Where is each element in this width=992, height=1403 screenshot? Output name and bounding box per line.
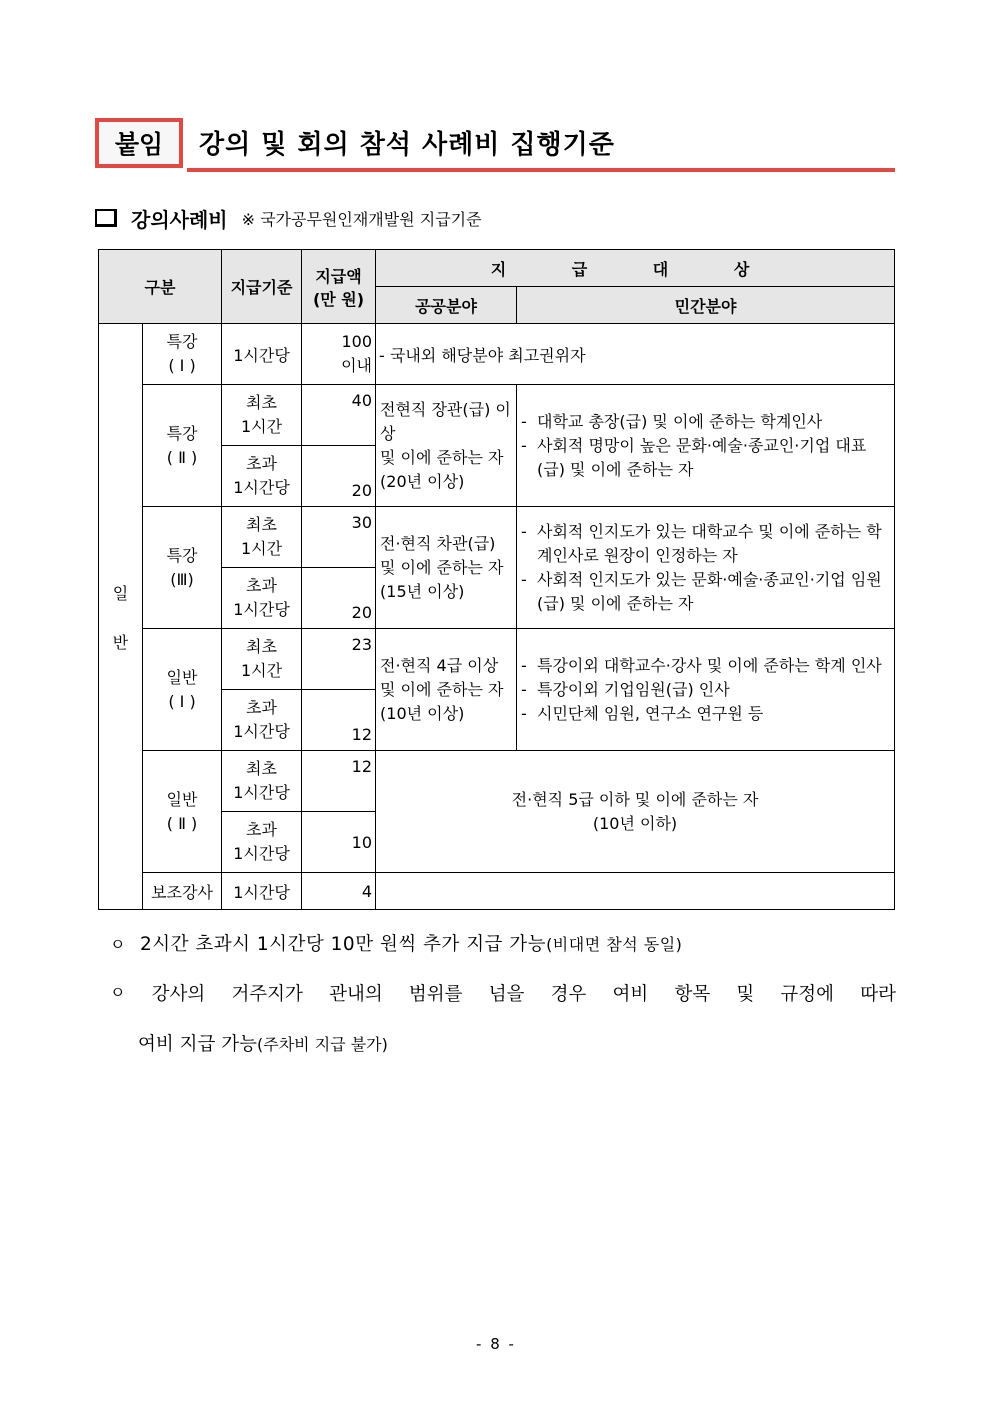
note-2-word: 규정에	[780, 984, 835, 1005]
list-item: - 사회적 명망이 높은 문화·예술·종교인·기업 대표(급) 및 이에 준하는 자	[517, 434, 894, 482]
attachment-badge: 붙임	[95, 118, 183, 168]
assistant-basis: 1시간당	[222, 873, 302, 910]
general1-public: 전·현직 4급 이상 및 이에 준하는 자 (10년 이상)	[376, 629, 517, 751]
table-row	[99, 324, 895, 385]
special3-extra-amount: 20	[302, 568, 376, 629]
general2-extra-basis: 초과 1시간당	[222, 812, 302, 873]
group-label-line2: 반	[112, 632, 129, 652]
general1-private	[517, 629, 895, 751]
special3-public: 전·현직 차관(급) 및 이에 준하는 자 (15년 이상)	[376, 507, 517, 629]
note-1-main: 2시간 초과시 1시간당 10만 원씩 추가 지급 가능	[140, 934, 547, 955]
note-2-word: 항목	[674, 984, 711, 1005]
general1-extra-basis: 초과 1시간당	[222, 690, 302, 751]
general2-target: 전·현직 5급 이하 및 이에 준하는 자 (10년 이하)	[376, 751, 895, 873]
note-2-word: 따라	[860, 984, 896, 1005]
group-label-general	[99, 324, 143, 910]
list-item: - 시민단체 임원, 연구소 연구원 등	[517, 702, 894, 726]
list-item: - 사회적 인지도가 있는 대학교수 및 이에 준하는 학계인사로 원장이 인정하는 자	[517, 520, 894, 568]
list-item: - 특강이외 대학교수·강사 및 이에 준하는 학계 인사	[517, 654, 894, 678]
general1-first-basis: 최초 1시간	[222, 629, 302, 690]
special3-first-amount: 30	[302, 507, 376, 568]
general2-name: 일반 ( Ⅱ )	[143, 751, 222, 873]
note-2	[110, 980, 896, 1056]
section-header	[95, 203, 482, 233]
bullet-icon: ㅇ	[110, 935, 126, 954]
note-2-word: 거주지가	[231, 984, 303, 1005]
table-row	[99, 385, 895, 446]
header-amount-line2: (만 원)	[312, 289, 365, 309]
fee-table	[98, 249, 895, 910]
special3-first-basis: 최초 1시간	[222, 507, 302, 568]
special2-name: 특강 ( Ⅱ )	[143, 385, 222, 507]
special3-name: 특강 (Ⅲ)	[143, 507, 222, 629]
header-private: 민간분야	[517, 287, 895, 324]
note-2-word: 강사의	[151, 984, 206, 1005]
special3-private	[517, 507, 895, 629]
special2-extra-basis: 초과 1시간당	[222, 446, 302, 507]
special2-first-basis: 최초 1시간	[222, 385, 302, 446]
header-basis: 지급기준	[222, 250, 302, 324]
note-2-word: 넘을	[488, 984, 525, 1005]
general2-first-amount: 12	[302, 751, 376, 812]
note-2-line2-main: 여비 지급 가능	[138, 1034, 257, 1055]
section-title: 강의사례비	[131, 207, 228, 232]
general2-first-basis: 최초 1시간당	[222, 751, 302, 812]
special2-extra-amount: 20	[302, 446, 376, 507]
note-2-word: 여비	[612, 984, 649, 1005]
header-category: 구분	[99, 250, 222, 324]
header-target-label: 지 급 대 상	[490, 259, 780, 279]
note-2-word: 및	[736, 984, 755, 1005]
general1-first-amount: 23	[302, 629, 376, 690]
table-row	[99, 507, 895, 568]
table-row	[99, 629, 895, 690]
general1-extra-amount: 12	[302, 690, 376, 751]
title-underline	[187, 168, 895, 172]
table-row	[99, 873, 895, 910]
note-2-word: 범위를	[408, 984, 463, 1005]
page-number: - 8 -	[476, 1335, 516, 1353]
special1-name: 특강 ( I )	[143, 324, 222, 385]
general1-name: 일반 ( I )	[143, 629, 222, 751]
special1-amount: 100 이내	[302, 324, 376, 385]
bullet-icon: ㅇ	[110, 983, 126, 1002]
page-title: 강의 및 회의 참석 사례비 집행기준	[199, 130, 615, 160]
assistant-amount: 4	[302, 873, 376, 910]
header-amount	[302, 250, 376, 324]
list-item: - 사회적 인지도가 있는 문화·예술·종교인·기업 임원(급) 및 이에 준하는 자	[517, 568, 894, 616]
note-2-line2-small: (주차비 지급 불가)	[257, 1035, 388, 1054]
special2-first-amount: 40	[302, 385, 376, 446]
special1-target: - 국내외 해당분야 최고권위자	[376, 324, 895, 385]
header-public: 공공분야	[376, 287, 517, 324]
special3-extra-basis: 초과 1시간당	[222, 568, 302, 629]
group-label-line1: 일	[112, 583, 129, 603]
special2-public: 전현직 장관(급) 이상 및 이에 준하는 자 (20년 이상)	[376, 385, 517, 507]
list-item: - 대학교 총장(급) 및 이에 준하는 학계인사	[517, 410, 894, 434]
header-amount-line1: 지급액	[315, 266, 362, 286]
special2-private	[517, 385, 895, 507]
assistant-name: 보조강사	[143, 873, 222, 910]
header-target	[376, 250, 895, 287]
note-1-small: (비대면 참석 동일)	[546, 935, 683, 954]
note-2-word: 경우	[550, 984, 587, 1005]
note-2-word: 관내의	[329, 984, 383, 1005]
assistant-target	[376, 873, 895, 910]
general2-extra-amount: 10	[302, 812, 376, 873]
note-1	[110, 930, 682, 956]
checkbox-icon	[95, 209, 117, 227]
table-row	[99, 751, 895, 812]
list-item: - 특강이외 기업임원(급) 인사	[517, 678, 894, 702]
special1-basis: 1시간당	[222, 324, 302, 385]
title-bar	[95, 118, 895, 174]
section-note: ※ 국가공무원인재개발원 지급기준	[241, 209, 482, 229]
